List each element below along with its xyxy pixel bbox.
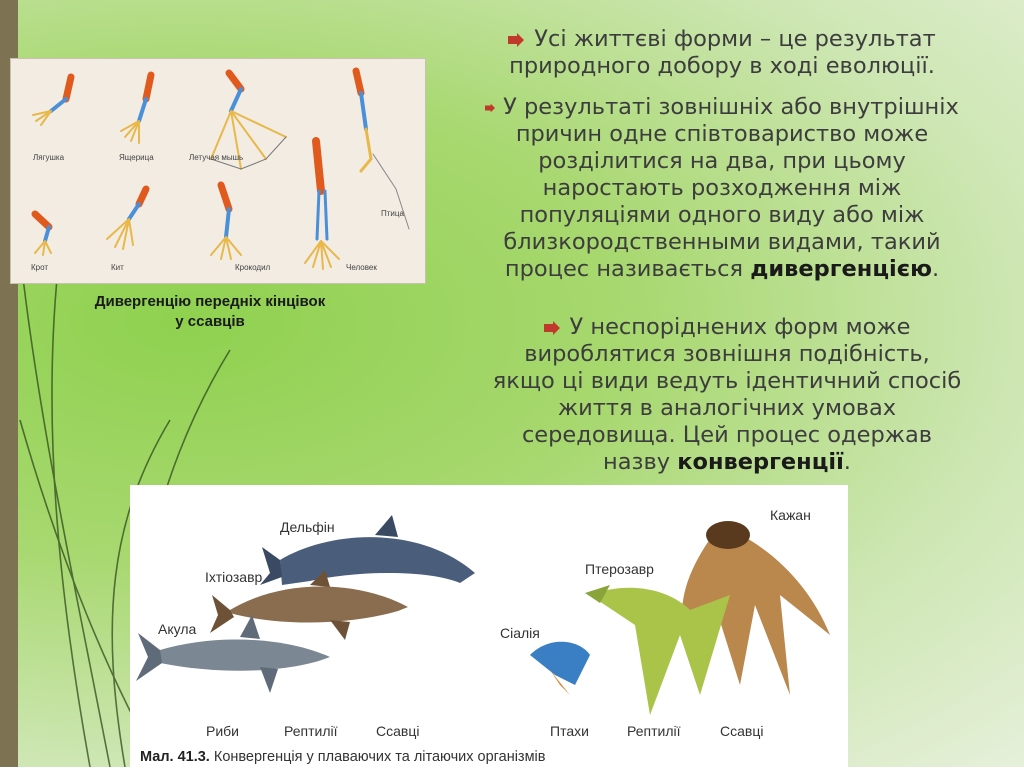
bullet-2-text: У результаті зовнішніх або внутрішніх: [503, 94, 959, 120]
label-mammals-right: Ссавці: [720, 723, 764, 739]
bullet-3-line3: якщо ці види ведуть ідентичний спосіб: [492, 368, 962, 394]
label-birds: Птахи: [550, 723, 589, 739]
arrow-bullet-icon: [508, 33, 524, 47]
bullet-1-line2: природного добору в ході еволюції.: [509, 53, 935, 79]
forelimbs-illustration: [10, 58, 426, 284]
bullet-2-line6: близкородственными видами, такий: [503, 229, 941, 255]
bullet-2-line4: наростають розходження між: [542, 175, 902, 201]
arrow-bullet-icon: [485, 101, 495, 115]
limb-label-whale: Кит: [111, 263, 124, 272]
bullet-2: [424, 94, 1020, 283]
label-mammals-left: Ссавці: [376, 723, 420, 739]
forelimbs-drawing: [11, 59, 425, 283]
limbs-caption: [40, 292, 380, 332]
bullet-2-line2: причин одне співтовариство може: [515, 121, 929, 147]
bullet-3-line6: назву конвергенції.: [603, 449, 851, 475]
bullet-1-text: Усі життєві форми – це результат: [534, 26, 936, 52]
label-fish: Риби: [206, 723, 239, 739]
label-reptiles-left: Рептилії: [284, 723, 338, 739]
limb-label-crocodile: Крокодил: [235, 263, 271, 272]
limb-label-human: Человек: [346, 263, 377, 272]
label-ichthyosaur: Іхтіозавр: [205, 569, 263, 585]
arrow-bullet-icon: [544, 321, 560, 335]
limb-label-bird: Птица: [381, 209, 404, 218]
bullet-3-line2: вироблятися зовнішня подібність,: [524, 341, 930, 367]
label-bat: Кажан: [770, 507, 811, 523]
limb-label-mole: Крот: [31, 263, 49, 272]
limb-label-lizard: Ящерица: [119, 153, 154, 162]
term-divergence: дивергенцією: [750, 256, 932, 282]
bullet-3-line1: [432, 314, 1022, 341]
bullet-3-text: У неспоріднених форм може: [569, 314, 911, 340]
term-convergence: конвергенції: [677, 449, 844, 475]
bullet-3: [432, 314, 1022, 476]
bullet-1: [432, 26, 1012, 80]
bullet-3-line4: життя в аналогічних умовах: [557, 395, 897, 421]
convergence-caption: Мал. 41.3. Конвергенція у плаваючих та літаючих організмів: [140, 749, 546, 765]
limb-label-frog: Лягушка: [33, 153, 65, 162]
bullet-1-line1: [432, 26, 1012, 53]
label-shark: Акула: [158, 621, 197, 637]
bullet-3-line5: середовища. Цей процес одержав: [521, 422, 933, 448]
label-pterosaur: Птерозавр: [585, 561, 654, 577]
limbs-caption-line1: Дивергенцію передніх кінцівок: [94, 293, 326, 310]
label-reptiles-right: Рептилії: [627, 723, 681, 739]
label-dolphin: Дельфін: [280, 519, 335, 535]
convergence-illustration: [130, 485, 848, 767]
bullet-2-line1: [424, 94, 1020, 121]
label-sialia: Сіалія: [500, 625, 540, 641]
limbs-caption-line2: у ссавців: [175, 313, 245, 330]
bullet-2-line3: розділитися на два, при цьому: [538, 148, 906, 174]
bullet-2-line5: популяціями одного виду або між: [519, 202, 925, 228]
bullet-2-line7: процес називається дивергенцією.: [504, 256, 940, 282]
limb-label-bat: Летучая мышь: [189, 153, 244, 162]
